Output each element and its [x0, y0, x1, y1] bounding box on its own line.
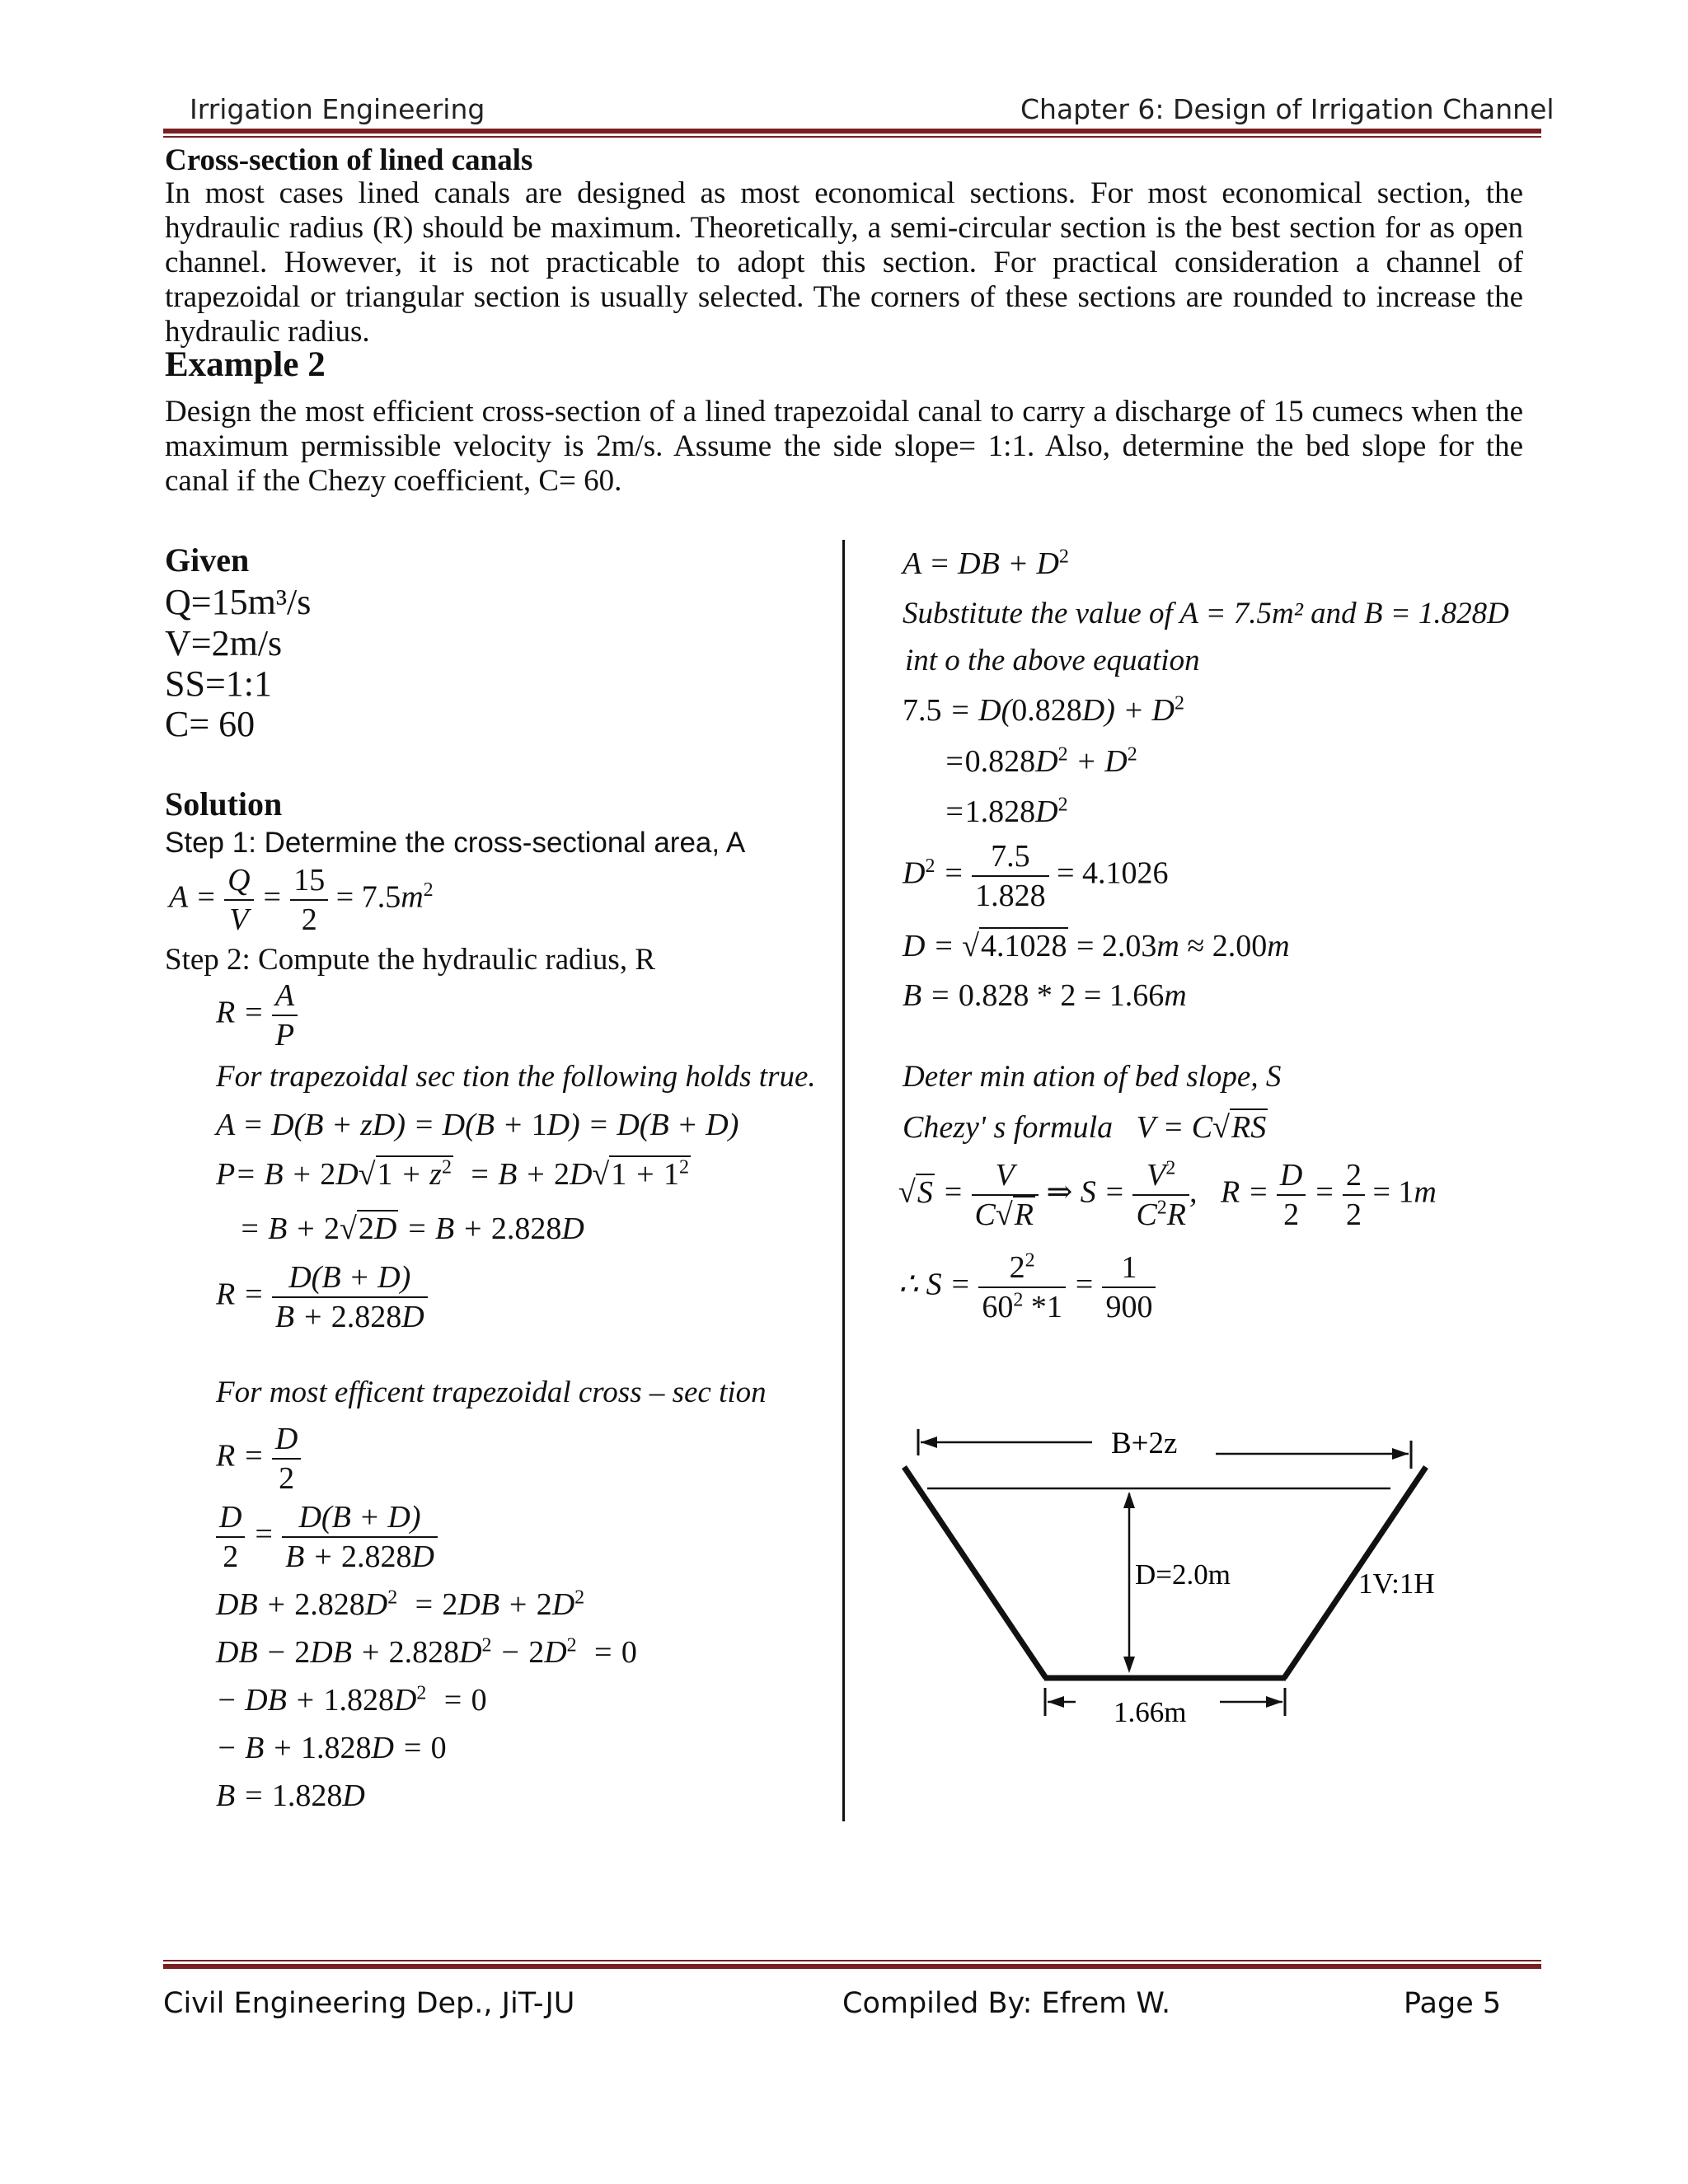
solution-title: Solution: [165, 785, 283, 823]
top-dim-arrow-left: [921, 1436, 937, 1448]
efficient-note: For most efficent trapezoidal cross – sec tion: [216, 1376, 767, 1409]
header-left: Irrigation Engineering: [190, 93, 485, 125]
given-c: C= 60: [165, 704, 256, 744]
eq-expand-1: DB + $2.828D^2 = 2DB + 2D^2$: [216, 1586, 585, 1622]
eq-sub-2: $=0.828D^2 + D^2$: [944, 743, 1137, 779]
eq-perimeter: $P= B + 2D√1 + z^2 = B + 2D√1 + 1^2$: [216, 1156, 689, 1192]
footer-center: Compiled By: Efrem W.: [842, 1987, 1171, 2020]
substitute-text: Substitute the value of A = 7.5m² and B = 1.828D: [903, 597, 1509, 630]
header-right: Chapter 6: Design of Irrigation Channel: [1020, 93, 1554, 125]
header-rule-thick: [163, 129, 1541, 134]
eq-r-d2: R = $\frac{D}{2}$: [216, 1420, 301, 1497]
eq-area-trap: A = D(B + zD) = D(B + 1D) = D(B + D): [216, 1108, 739, 1142]
eq-d-root: D = √4.1028 = 2.03m ≈ 2.00m: [903, 929, 1290, 963]
example-title: Example 2: [165, 345, 326, 384]
eq-r-trap: R = $\frac{D(B + D)}{B + 2.828D}$: [216, 1258, 428, 1336]
eq-expand-3: − DB + $1.828D^2 = 0$: [216, 1682, 487, 1718]
bottom-label: 1.66m: [1114, 1696, 1187, 1728]
eq-slope-derive: √S = $\frac{V}{C√R}$ ⇒ S = $\frac{V^2}{C^2R}$ , R = $\frac{D}{2}$ = $\frac{2}{2}$ = 1m: [898, 1157, 1437, 1232]
bottom-dim-arrow-left: [1048, 1696, 1064, 1708]
chezy-label: Chezy' s formula: [903, 1110, 1114, 1145]
depth-arrow-bottom: [1123, 1657, 1135, 1673]
eq-area: A = $\frac{Q}{V}$ = $\frac{15}{2}$ = $7.5m^2$: [169, 863, 434, 937]
top-dim-arrow-right: [1392, 1448, 1409, 1460]
step1-text: Step 1: Determine the cross-sectional area, A: [165, 827, 746, 859]
eq-d-squared: $D^2$ = $\frac{7.5}{1.828}$ = 4.1026: [903, 839, 1169, 913]
top-label: B+2z: [1111, 1427, 1178, 1460]
eq-slope-result: ∴ S = $\frac{2^2}{60^2 *1}$ = $\frac{1}{900}$: [898, 1249, 1156, 1326]
given-title: Given: [165, 541, 250, 579]
eq-sub-1: $7.5 = D(0.828D) + D^2$: [903, 692, 1184, 728]
eq-r-ap: R = $\frac{A}{P}$: [216, 977, 298, 1054]
bottom-dim-arrow-right: [1266, 1696, 1282, 1708]
eq-sub-3: $=1.828D^2$: [944, 794, 1068, 829]
given-q: Q=15m³/s: [165, 582, 312, 622]
footer-left: Civil Engineering Dep., JiT-JU: [163, 1987, 575, 2020]
footer-rule-thick: [163, 1964, 1541, 1969]
given-v: V=2m/s: [165, 623, 283, 663]
eq-b-value: B = 0.828 * 2 = 1.66m: [903, 978, 1187, 1013]
eq-chezy: Chezy' s formula V = C√RS: [903, 1110, 1267, 1145]
bed-slope-title: Deter min ation of bed slope, S: [903, 1060, 1282, 1094]
into-text: int o the above equation: [905, 644, 1200, 677]
eq-d2-equal: $\frac{D}{2}$ = $\frac{D(B + D)}{B + 2.828D}$: [216, 1498, 438, 1576]
trap-note: For trapezoidal sec tion the following holds true.: [216, 1060, 816, 1094]
eq-expand-4: − B + 1.828D = 0: [216, 1731, 447, 1765]
left-wall: [904, 1467, 1046, 1678]
column-divider: [842, 540, 845, 1821]
footer-rule-thin: [163, 1960, 1541, 1961]
section-title: Cross-section of lined canals: [165, 143, 533, 177]
slope-label: 1V:1H: [1358, 1568, 1435, 1600]
eq-perimeter-2: = B + 2√2D = B + 2.828D: [239, 1212, 584, 1246]
eq-a-db: A = DB + $D^2$: [903, 546, 1069, 581]
eq-expand-2: DB − $2DB + 2.828D^2 - 2D^2 = 0$: [216, 1634, 637, 1670]
section-paragraph: In most cases lined canals are designed as most economical sections. For most economical section, the hydraulic radius (R) should be maximum. Theoretically, a semi-circular section is the best section for as open channel. However, it is not practicable to adopt this section. For practical consideration a channel of trapezoidal or triangular section is usually selected. The corners of these sections are rounded to increase the hydraulic radius.: [165, 176, 1523, 349]
trapezoid-diagram: [894, 1418, 1471, 1747]
depth-label: D=2.0m: [1135, 1558, 1231, 1591]
header-rule-thin: [163, 136, 1541, 138]
eq-b-result: B = 1.828D: [216, 1779, 365, 1813]
given-ss: SS=1:1: [165, 663, 272, 704]
footer-page: Page 5: [1404, 1987, 1502, 2020]
depth-arrow-top: [1123, 1492, 1135, 1508]
step2-text: Step 2: Compute the hydraulic radius, R: [165, 943, 655, 977]
example-problem: Design the most efficient cross-section of a lined trapezoidal canal to carry a discharge of 15 cumecs when the maximum permissible velocity is 2m/s. Assume the side slope= 1:1. Also, determine the bed slope for the canal if the Chezy coefficient, C= 60.: [165, 395, 1523, 498]
